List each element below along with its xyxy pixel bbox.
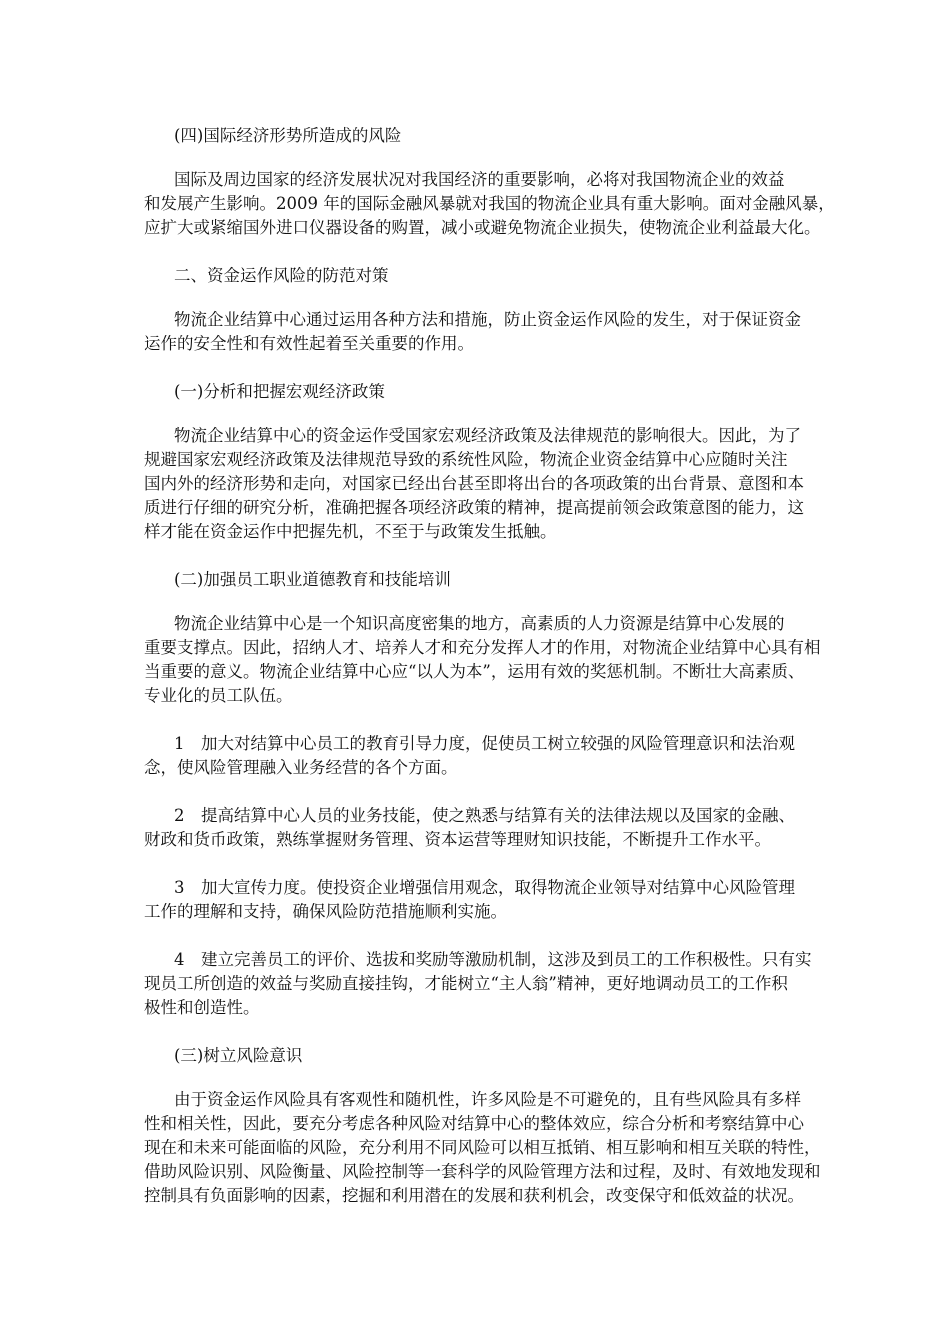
text-line: 现员工所创造的效益与奖励直接挂钩，才能树立“主人翁”精神，更好地调动员工的工作积 — [144, 974, 788, 993]
text-line: 应扩大或紧缩国外进口仪器设备的购置，减小或避免物流企业损失，使物流企业利益最大化。 — [144, 218, 821, 237]
text-line: 2 提高结算中心人员的业务技能，使之熟悉与结算有关的法律法规以及国家的金融、 — [174, 806, 795, 825]
text-line: 物流企业结算中心是一个知识高度密集的地方，高素质的人力资源是结算中心发展的 — [174, 614, 785, 633]
text-line: 现在和未来可能面临的风险，充分利用不同风险可以相互抵销、相互影响和相互关联的特性， — [144, 1138, 821, 1157]
text-line: 样才能在资金运作中把握先机，不至于与政策发生抵触。 — [144, 522, 557, 541]
paragraph-macro-policy — [144, 424, 814, 544]
list-item-2 — [144, 804, 814, 852]
text-line: 控制具有负面影响的因素，挖掘和利用潜在的发展和获利机会，改变保守和低效益的状况。 — [144, 1186, 804, 1205]
text-line: 4 建立完善员工的评价、选拔和奖励等激励机制，这涉及到员工的工作积极性。只有实 — [174, 950, 812, 969]
section-heading-risk-awareness — [144, 1044, 814, 1068]
list-item-4 — [144, 948, 814, 1020]
text-line: (一)分析和把握宏观经济政策 — [174, 382, 385, 401]
section-heading-countermeasures — [144, 264, 814, 288]
section-heading-staff-training — [144, 568, 814, 592]
list-item-3 — [144, 876, 814, 924]
text-line: 运作的安全性和有效性起着至关重要的作用。 — [144, 334, 474, 353]
text-line: 二、资金运作风险的防范对策 — [174, 266, 389, 285]
text-line: 极性和创造性。 — [144, 998, 260, 1017]
paragraph-staff-training — [144, 612, 821, 708]
text-line: 财政和货币政策，熟练掌握财务管理、资本运营等理财知识技能，不断提升工作水平。 — [144, 830, 771, 849]
text-line: 和发展产生影响。2009 年的国际金融风暴就对我国的物流企业具有重大影响。面对金融风暴， — [144, 194, 835, 213]
section-heading-macro-policy — [144, 380, 814, 404]
paragraph-countermeasures-intro — [144, 308, 814, 356]
text-line: 念，使风险管理融入业务经营的各个方面。 — [144, 758, 458, 777]
text-line: 物流企业结算中心的资金运作受国家宏观经济政策及法律规范的影响很大。因此，为了 — [174, 426, 801, 445]
text-line: 性和相关性，因此，要充分考虑各种风险对结算中心的整体效应，综合分析和考察结算中心 — [144, 1114, 804, 1133]
text-line: 物流企业结算中心通过运用各种方法和措施，防止资金运作风险的发生，对于保证资金 — [174, 310, 801, 329]
paragraph-risk-awareness — [144, 1088, 821, 1208]
text-line: 由于资金运作风险具有客观性和随机性，许多风险是不可避免的，且有些风险具有多样 — [174, 1090, 801, 1109]
text-line: 当重要的意义。物流企业结算中心应“以人为本”，运用有效的奖惩机制。不断壮大高素质、 — [144, 662, 805, 681]
document-page — [144, 124, 835, 1232]
text-line: 重要支撑点。因此，招纳人才、培养人才和充分发挥人才的作用，对物流企业结算中心具有相 — [144, 638, 821, 657]
text-line: 工作的理解和支持，确保风险防范措施顺利实施。 — [144, 902, 507, 921]
text-line: (二)加强员工职业道德教育和技能培训 — [174, 570, 451, 589]
text-line: 质进行仔细的研究分析，准确把握各项经济政策的精神，提高提前领会政策意图的能力，这 — [144, 498, 804, 517]
paragraph-international-risk — [144, 168, 835, 240]
text-line: 国内外的经济形势和走向，对国家已经出台甚至即将出台的各项政策的出台背景、意图和本 — [144, 474, 804, 493]
text-line: (三)树立风险意识 — [174, 1046, 303, 1065]
text-line: 3 加大宣传力度。使投资企业增强信用观念，取得物流企业领导对结算中心风险管理 — [174, 878, 795, 897]
text-line: 专业化的员工队伍。 — [144, 686, 293, 705]
text-line: 借助风险识别、风险衡量、风险控制等一套科学的风险管理方法和过程，及时、有效地发现和 — [144, 1162, 821, 1181]
section-heading-international-risk — [144, 124, 814, 148]
text-line: 规避国家宏观经济政策及法律规范导致的系统性风险，物流企业资金结算中心应随时关注 — [144, 450, 788, 469]
text-line: (四)国际经济形势所造成的风险 — [174, 126, 402, 145]
text-line: 1 加大对结算中心员工的教育引导力度，促使员工树立较强的风险管理意识和法治观 — [174, 734, 795, 753]
list-item-1 — [144, 732, 814, 780]
text-line: 国际及周边国家的经济发展状况对我国经济的重要影响，必将对我国物流企业的效益 — [174, 170, 785, 189]
